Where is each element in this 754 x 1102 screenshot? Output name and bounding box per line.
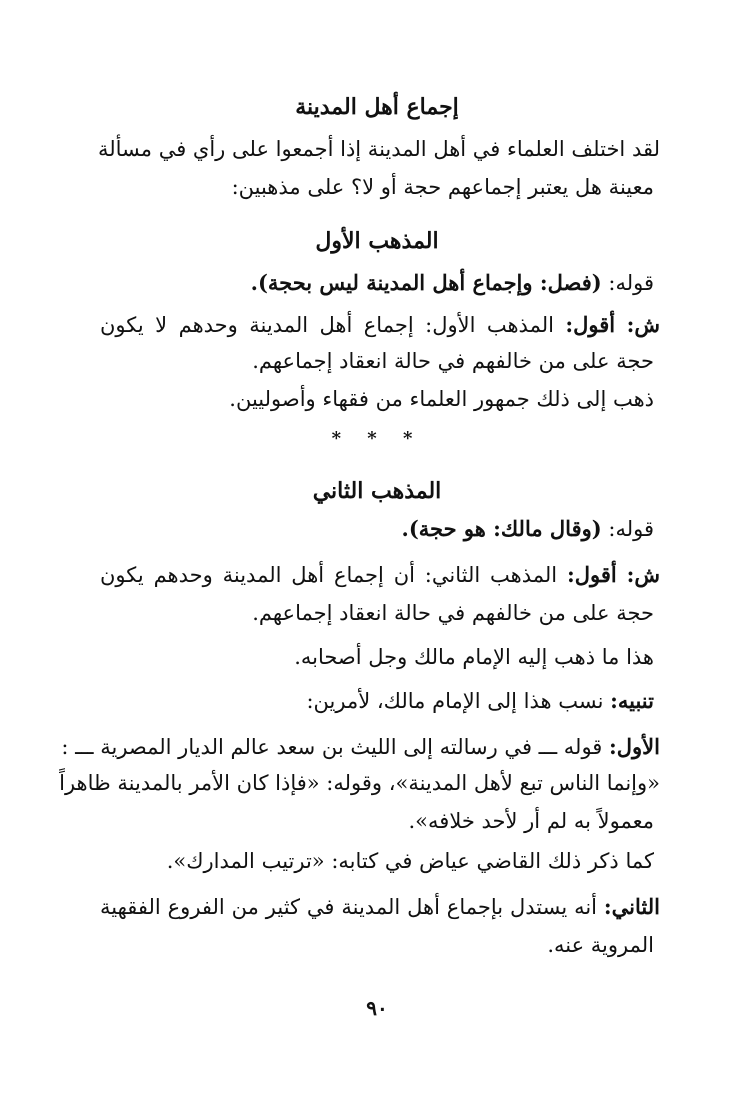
intro-line-1: لقد اختلف العلماء في أهل المدينة إذا أجمعوا على رأي في مسألة <box>97 137 660 161</box>
sharh-text: المذهب الأول: إجماع أهل المدينة وحدهم لا يكون <box>100 313 554 337</box>
aqul-label: أقول: <box>565 312 616 337</box>
thani-text: أنه يستدل بإجماع أهل المدينة في كثير من الفروع الفقهية <box>100 895 598 919</box>
kama-line: كما ذكر ذلك القاضي عياض في كتابه: «ترتيب المدارك». <box>166 849 654 873</box>
first-dhahab: ذهب إلى ذلك جمهور العلماء من فقهاء وأصوليين. <box>229 387 654 411</box>
qawluh-quote: (وقال مالك: هو حجة). <box>401 516 602 541</box>
section-title: إجماع أهل المدينة <box>295 94 459 120</box>
first-qawluh <box>251 268 654 298</box>
tanbih-label: تنبيه: <box>610 688 654 713</box>
aqul-label: أقول: <box>567 562 617 587</box>
intro-line-2: معينة هل يعتبر إجماعهم حجة أو لا؟ على مذهبين: <box>231 175 654 199</box>
qawluh-label: قوله: <box>608 271 654 295</box>
second-qawluh <box>402 514 654 544</box>
second-sharh-line-1 <box>100 560 660 590</box>
first-school-heading: المذهب الأول <box>315 228 439 254</box>
awwal-text: قوله ـــ في رسالته إلى الليث بن سعد عالم الديار المصرية ـــ : <box>61 735 603 759</box>
qawluh-quote: (فصل: وإجماع أهل المدينة ليس بحجة). <box>250 270 602 295</box>
second-sharh-line-2: حجة على من خالفهم في حالة انعقاد إجماعهم. <box>252 601 654 625</box>
thani-label: الثاني: <box>603 894 660 919</box>
first-sharh-line-1 <box>100 310 660 340</box>
awwal-label: الأول: <box>609 734 660 759</box>
qawluh-label: قوله: <box>608 517 654 541</box>
second-hadha: هذا ما ذهب إليه الإمام مالك وجل أصحابه. <box>294 645 654 669</box>
second-school-heading: المذهب الثاني <box>312 478 442 504</box>
sharh-text: المذهب الثاني: أن إجماع أهل المدينة وحدهم يكون <box>100 563 558 587</box>
awwal-line-2: «وإنما الناس تبع لأهل المدينة»، وقوله: «فإذا كان الأمر بالمدينة ظاهراً <box>59 771 660 795</box>
sh-prefix: ش: <box>626 562 660 587</box>
thani-line-2: المروية عنه. <box>547 933 654 957</box>
sh-prefix: ش: <box>626 312 660 337</box>
thani-line-1 <box>100 892 660 922</box>
page-number: ٩٠ <box>366 996 388 1020</box>
section-separator: * * * <box>331 428 423 449</box>
first-sharh-line-2: حجة على من خالفهم في حالة انعقاد إجماعهم. <box>252 349 654 373</box>
awwal-line-3: معمولاً به لم أر لأحد خلافه». <box>408 809 654 833</box>
tanbih-line <box>306 686 654 716</box>
awwal-line-1 <box>61 732 660 762</box>
tanbih-text: نسب هذا إلى الإمام مالك، لأمرين: <box>306 689 604 713</box>
